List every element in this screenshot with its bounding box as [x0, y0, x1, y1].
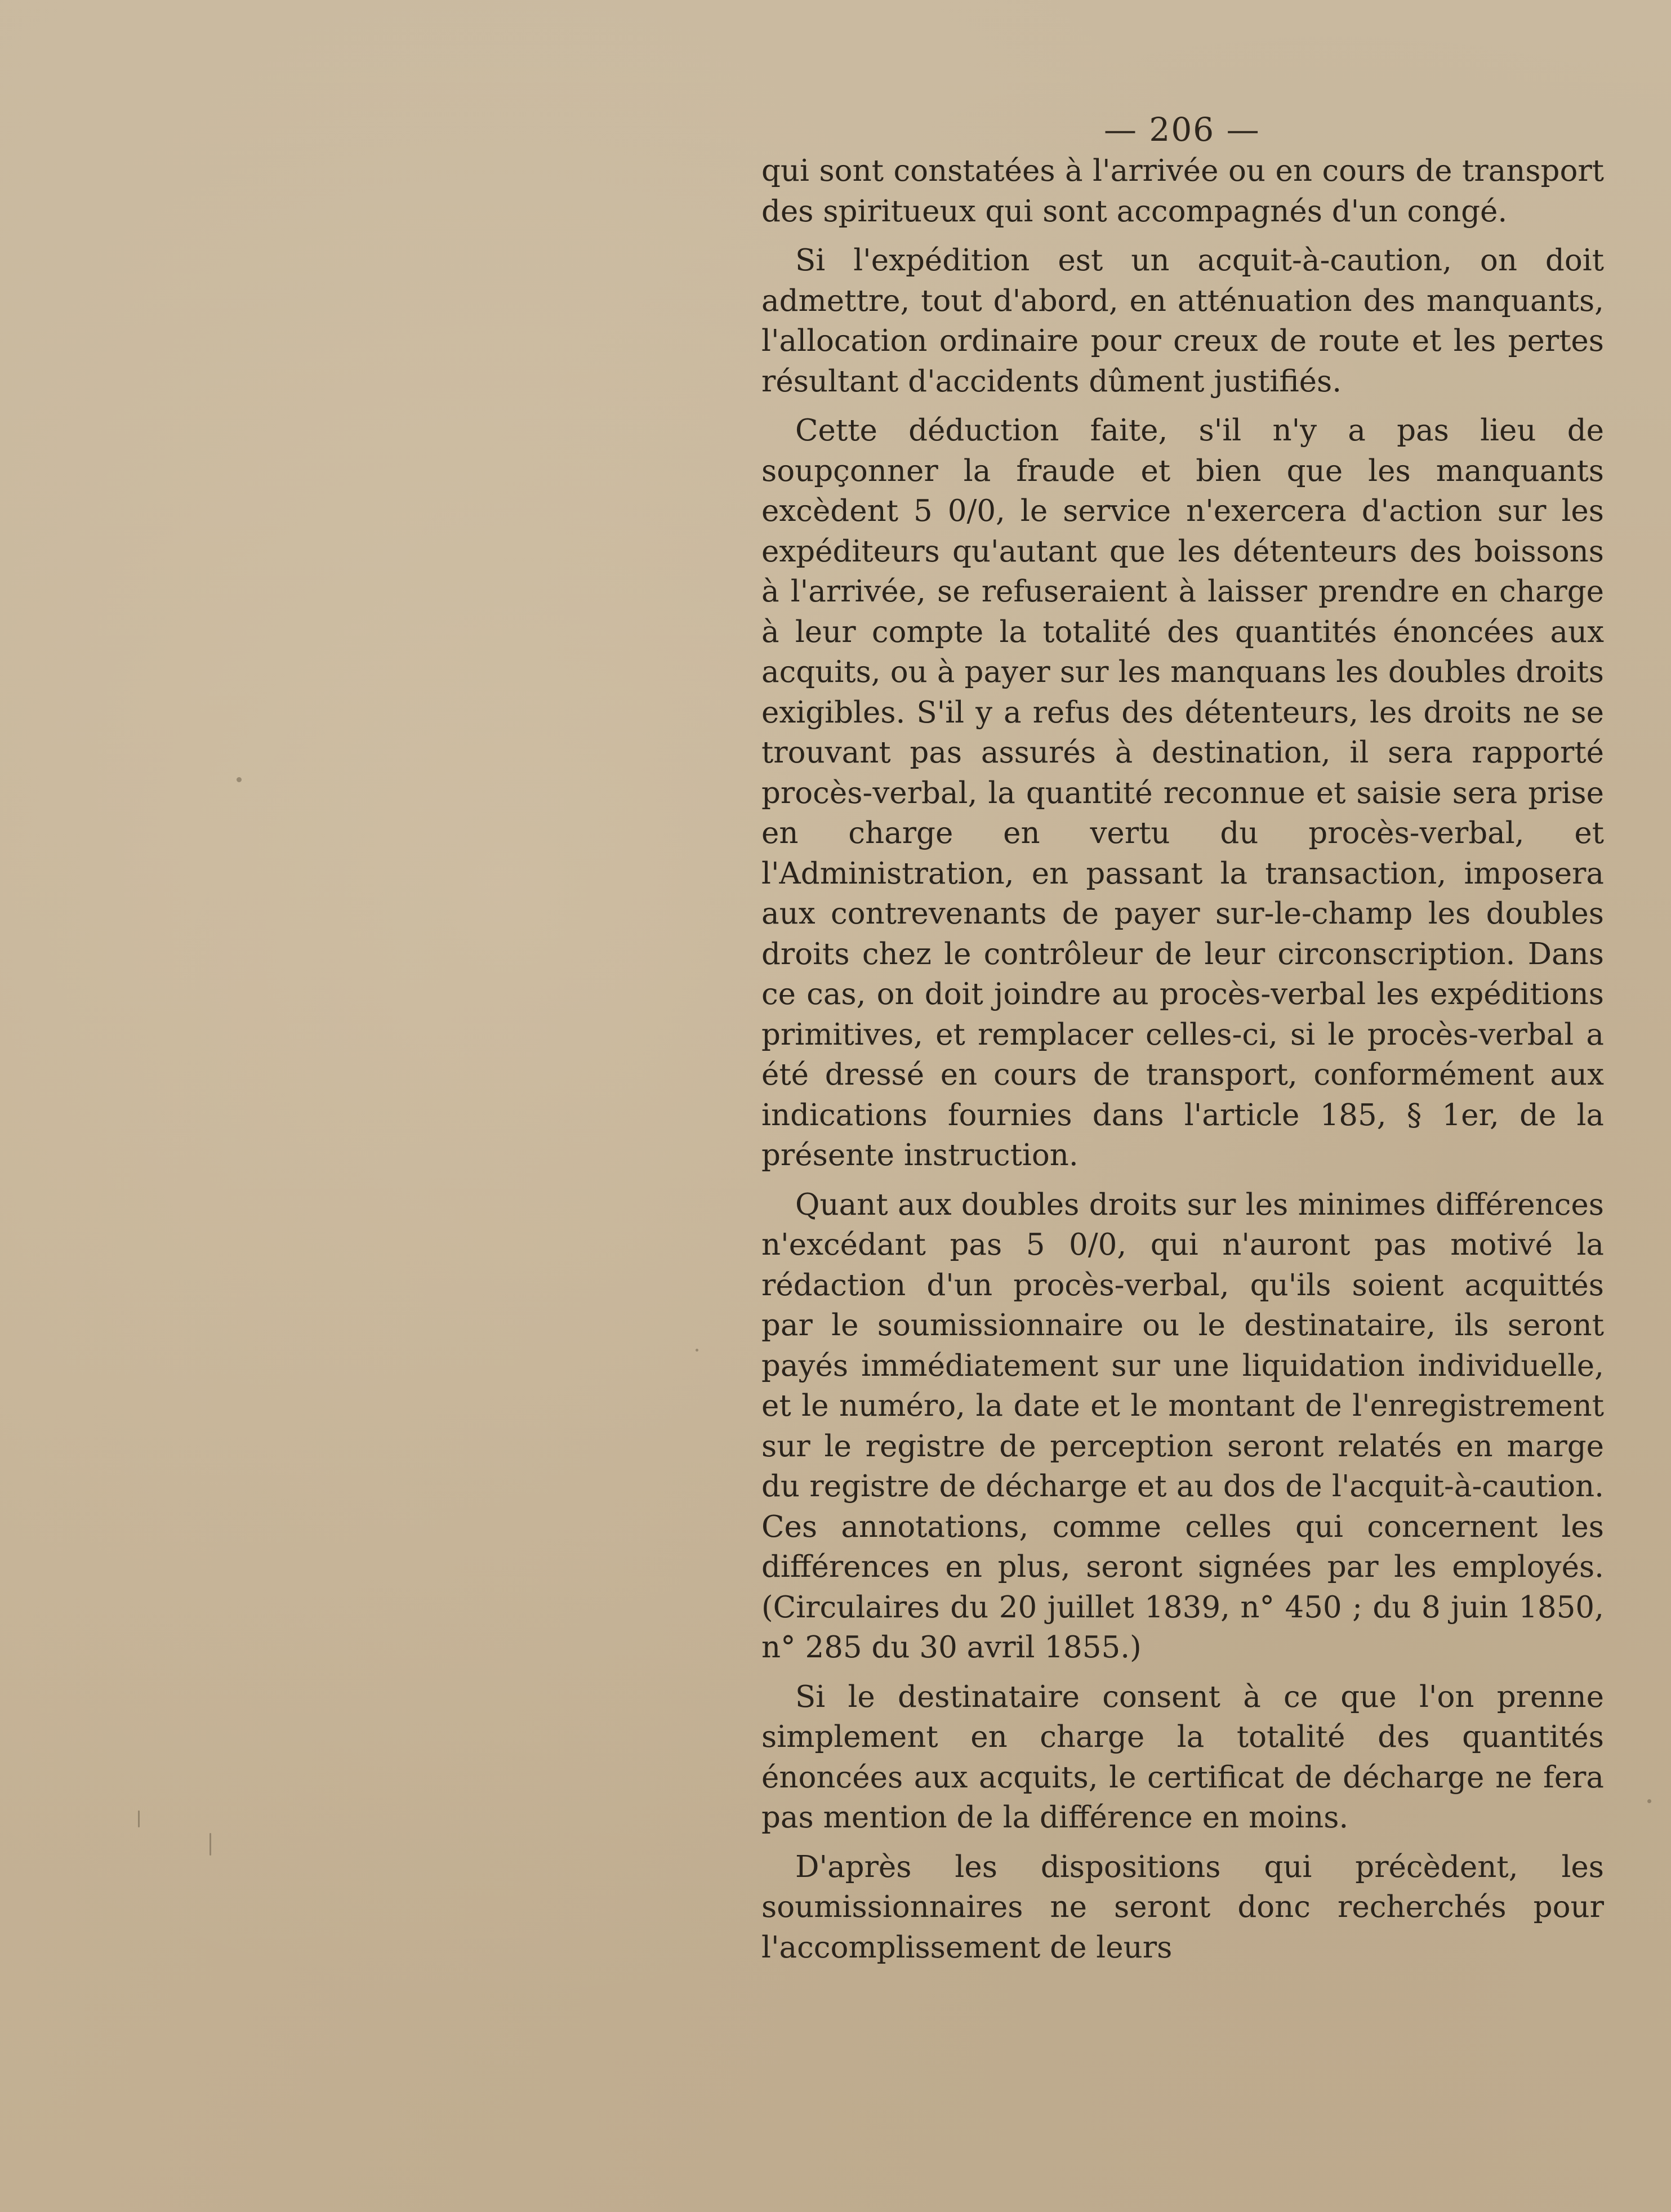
- paragraph: D'après les dispositions qui précèdent, les soumissionnaires ne seront donc recherchés pour l'accomplissement de leurs: [761, 1849, 1604, 1965]
- paragraph: Si le destinataire consent à ce que l'on prenne simplement en charge la totalité des quantités énoncées aux acquits, le certificat de décharge ne fera pas mention de la différence en moins.: [761, 1679, 1604, 1835]
- body-text: [761, 151, 1604, 1977]
- paragraph: Si l'expédition est un acquit-à-caution, on doit admettre, tout d'abord, en atténuation des manquants, l'allocation ordinaire pour creux de route et les pertes résultant d'accidents dûment justifiés.: [761, 243, 1604, 399]
- paper-speck: [138, 1810, 140, 1827]
- paragraph: Cette déduction faite, s'il n'y a pas lieu de soupçonner la fraude et bien que les manquants excèdent 5 0/0, le service n'exercera d'action sur les expéditeurs qu'autant que les détenteurs des boissons à l'arrivée, se refuseraient à laisser prendre en charge à leur compte la totalité des quantités énoncées aux acquits, ou à payer sur les manquans les doubles droits exigibles. S'il y a refus des détenteurs, les droits ne se trouvant pas assurés à destination, il sera rapporté procès-verbal, la quantité reconnue et saisie sera prise en charge en vertu du procès-verbal, et l'Administration, en passant la transaction, imposera aux contrevenants de payer sur-le-champ les doubles droits chez le contrôleur de leur circonscription. Dans ce cas, on doit joindre au procès-verbal les expéditions primitives, et remplacer celles-ci, si le procès-verbal a été dressé en cours de transport, conformément aux indications fournies dans l'article 185, § 1er, de la présente instruction.: [761, 413, 1604, 1172]
- paper-speck: [696, 1349, 698, 1352]
- paragraph: Quant aux doubles droits sur les minimes différences n'excédant pas 5 0/0, qui n'auront pas motivé la rédaction d'un procès-verbal, qu'ils soient acquittés par le soumissionnaire ou le destinataire, ils seront payés immédiatement sur une liquidation individuelle, et le numéro, la date et le montant de l'enregistrement sur le registre de perception seront relatés en marge du registre de décharge et au dos de l'acquit-à-caution. Ces annotations, comme celles qui concernent les différences en plus, seront signées par les employés. (Circulaires du 20 juillet 1839, n° 450 ; du 8 juin 1850, n° 285 du 30 avril 1855.): [761, 1187, 1604, 1665]
- paper-speck: [237, 777, 242, 782]
- page-number: — 206 —: [1104, 110, 1260, 149]
- paper-speck: [210, 1833, 211, 1856]
- paragraph: qui sont constatées à l'arrivée ou en cours de transport des spiritueux qui sont accompagnés d'un congé.: [761, 154, 1604, 229]
- paper-speck: [1647, 1799, 1651, 1803]
